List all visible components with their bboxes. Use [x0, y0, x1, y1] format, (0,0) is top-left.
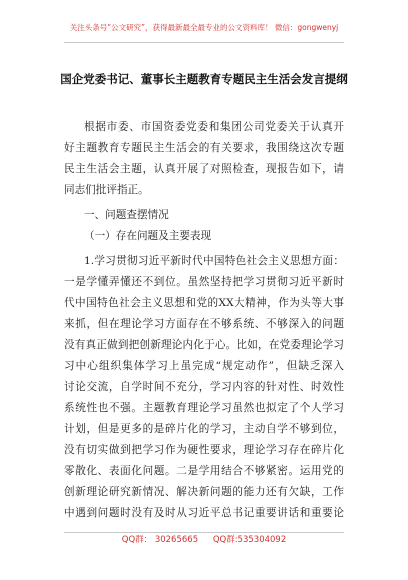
paragraph-line: 习中心组织集体学习上虽完成“规定动作”，但缺乏深入	[64, 360, 344, 372]
paragraph-line: 代中国特色社会主义思想和党的XX大精神，作为头等大事	[64, 297, 344, 309]
paragraph-line: 没有切实做到把学习作为硬性要求，理论学习存在碎片化	[64, 444, 344, 456]
section-heading: 一、问题查摆情况	[84, 209, 169, 221]
paragraph-line: 创新理论研究新情况、解决新问题的能力还有欠缺，工作	[64, 486, 344, 498]
paragraph-line: 民主生活会主题，认真开展了对照检查，现报告如下，请	[64, 163, 344, 175]
paragraph-line: 1.学习贯彻习近平新时代中国特色社会主义思想方面：	[84, 255, 344, 267]
header-banner: 关注头条号“公文研究”，获得最新最全最专业的公文资料库！ 微信：gongwenyj	[69, 23, 339, 32]
subsection-heading: （一）存在问题及主要表现	[84, 230, 212, 242]
paragraph-line: 来抓，但在理论学习方面存在不够系统、不够深入的问题	[64, 318, 344, 330]
header-divider	[64, 42, 344, 43]
paragraph-line: 零散化、表面化问题。二是学用结合不够紧密。运用党的	[64, 465, 344, 477]
paragraph-line: 没有真正做到把创新理论内化于心。比如，在党委理论学习	[64, 339, 344, 351]
footer-contact	[0, 533, 408, 545]
paragraph-line: 根据市委、市国资委党委和集团公司党委关于认真开	[84, 121, 344, 133]
paragraph-line: 同志们批评指正。	[64, 184, 149, 196]
paragraph-line: 讨论交流，自学时间不充分，学习内容的针对性、时效性	[64, 381, 344, 393]
paragraph-line: 好主题教育专题民主生活会的有关要求，我围绕这次专题	[64, 142, 344, 154]
document-title: 国企党委书记、董事长主题教育专题民主生活会发言提纲	[60, 72, 348, 86]
paragraph-line: 计划，但是更多的是碎片化的学习，主动自学不够到位，	[64, 423, 344, 435]
paragraph-line: 一是学懂弄懂还不到位。虽然坚持把学习贯彻习近平新时	[64, 276, 344, 288]
footer-qq-group-2: QQ群:535304092	[212, 535, 287, 545]
paragraph-line: 系统性也不强。主题教育理论学习虽然也拟定了个人学习	[64, 402, 344, 414]
footer-qq-group-1: QQ群： 30265665	[121, 535, 199, 545]
paragraph-line: 中遇到问题时没有及时从习近平总书记重要讲话和重要论	[64, 507, 344, 519]
